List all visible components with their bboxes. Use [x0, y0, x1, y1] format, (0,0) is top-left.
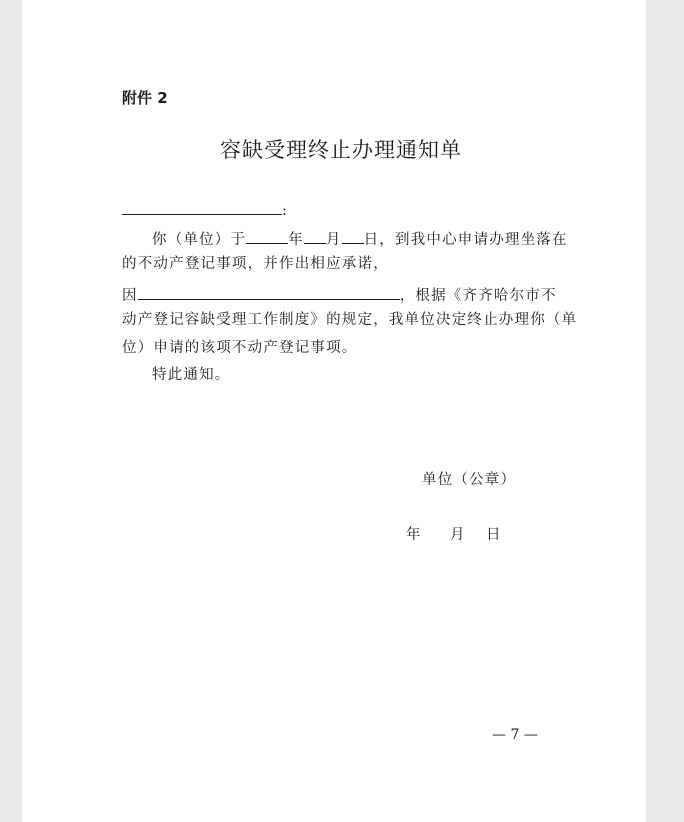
page-number: — 7 — [492, 727, 538, 743]
paragraph1-line2: 的不动产登记事项，并作出相应承诺， [122, 256, 389, 272]
day-blank [342, 229, 364, 244]
year-text: 年 [288, 232, 304, 248]
month-blank [304, 229, 326, 244]
day-text: 日，到我中心申请办理坐落在 [363, 232, 568, 248]
signature-date [406, 528, 501, 543]
document-title: 容缺受理终止办理通知单 [220, 138, 462, 162]
addressee-colon: : [282, 203, 289, 219]
reason-blank [138, 285, 400, 300]
because-text: 因 [122, 288, 138, 304]
attachment-label: 附件 2 [122, 89, 168, 107]
sig-month: 月 [450, 527, 465, 543]
unit-seal-label: 单位（公章） [422, 472, 517, 488]
sig-day: 日 [486, 527, 501, 543]
document-page [22, 0, 646, 822]
paragraph2-line2: 动产登记容缺受理工作制度》的规定，我单位决定终止办理你（单 [122, 312, 578, 328]
paragraph2-line3: 位）申请的该项不动产登记事项。 [122, 340, 358, 356]
month-text: 月 [325, 232, 342, 248]
you-unit-text: 你（单位）于 [152, 232, 247, 248]
basis-text: ，根据《齐齐哈尔市不 [399, 288, 557, 304]
paragraph1-line1 [152, 229, 568, 248]
year-blank [246, 229, 288, 244]
closing-text: 特此通知。 [152, 367, 231, 383]
paragraph2-line1 [122, 285, 557, 304]
addressee-line [122, 200, 288, 219]
addressee-blank [122, 200, 282, 215]
sig-year: 年 [406, 527, 421, 543]
